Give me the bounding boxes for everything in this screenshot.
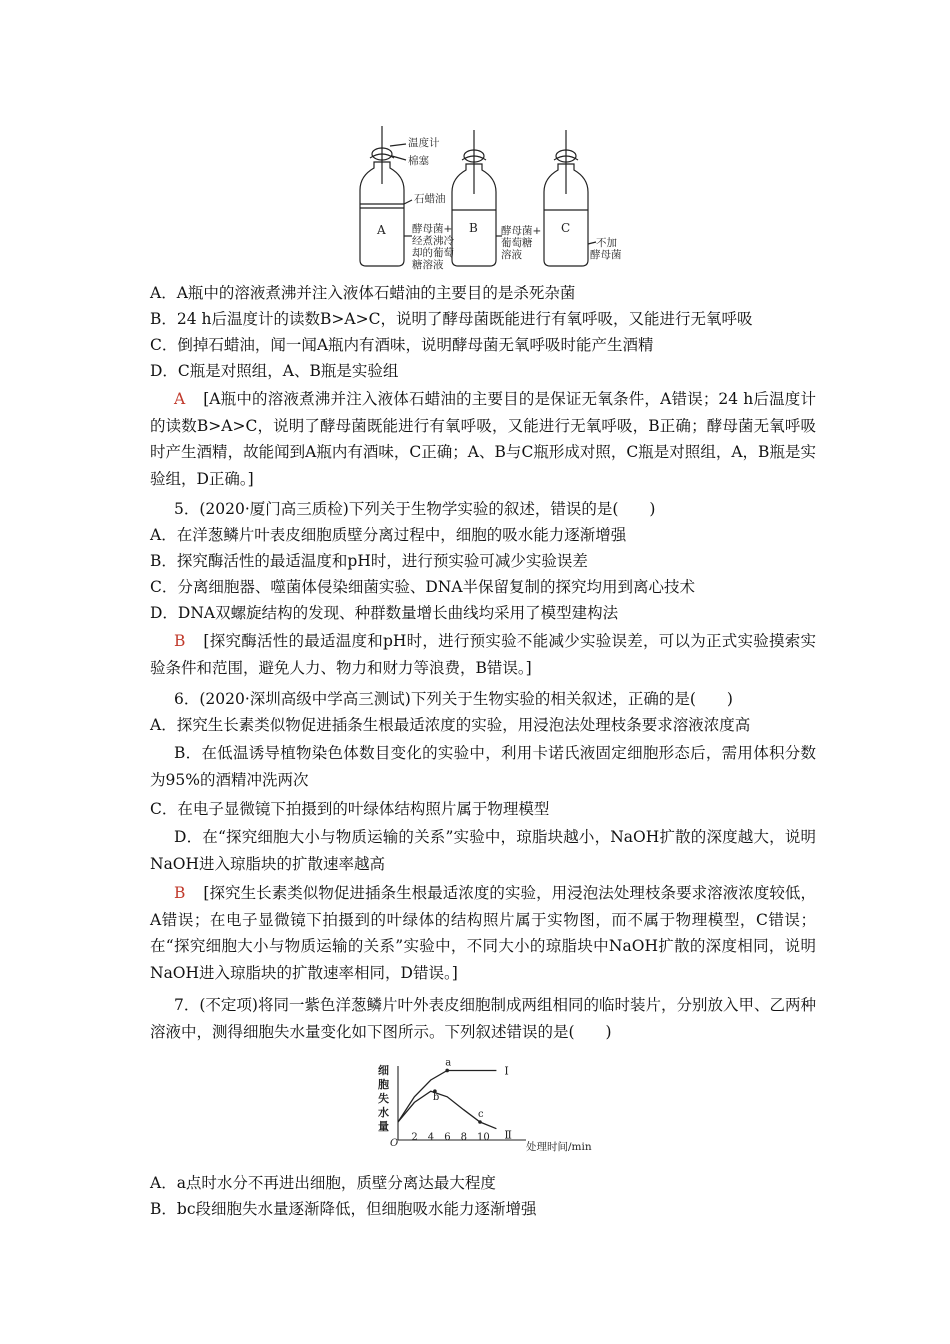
chart-point-label: a (445, 1057, 452, 1069)
chart-ylabel-char: 量 (378, 1120, 389, 1133)
chart-x-tick-label: 4 (427, 1132, 435, 1143)
label-c-contents-2: 酵母菌 (590, 249, 622, 261)
label-b-contents-2: 葡萄糖 (501, 237, 533, 249)
q5-answer: B (174, 632, 186, 650)
label-b-contents-3: 溶液 (501, 249, 522, 261)
chart-ylabel-char: 细 (378, 1064, 389, 1077)
label-bottle-c: C (561, 221, 571, 235)
q6-answer: B (174, 884, 186, 902)
q5-answer-block (150, 628, 816, 681)
q5-option-a: A．在洋葱鳞片叶表皮细胞质壁分离过程中，细胞的吸水能力逐渐增强 (150, 526, 627, 544)
label-cotton: 棉塞 (408, 155, 429, 167)
bottles-figure (356, 124, 622, 274)
chart-point (445, 1069, 449, 1073)
q5-stem: 5．(2020·厦门高三质检)下列关于生物学实验的叙述，错误的是( ) (174, 500, 656, 518)
chart-point-label: c (478, 1109, 484, 1120)
q4-answer-block (150, 386, 816, 492)
label-paraffin: 石蜡油 (414, 193, 446, 205)
chart-point-label: b (432, 1092, 440, 1104)
chart-series-label: Ⅰ (504, 1064, 509, 1078)
q4-option-c: C．倒掉石蜡油，闻一闻A瓶内有酒味，说明酵母菌无氧呼吸时能产生酒精 (150, 336, 654, 354)
label-bottle-a: A (377, 223, 386, 237)
q5-option-c: C．分离细胞器、噬菌体侵染细菌实验、DNA半保留复制的探究均用到离心技术 (150, 578, 696, 596)
q4-option-d: D．C瓶是对照组，A、B瓶是实验组 (150, 362, 399, 380)
chart-ylabel-char: 胞 (378, 1078, 389, 1091)
chart-series-label: Ⅱ (504, 1128, 512, 1142)
label-a-contents-2: 经煮沸冷 (412, 235, 454, 247)
label-thermometer: 温度计 (408, 137, 440, 149)
chart-origin-label: O (390, 1138, 399, 1149)
q6-option-d: D．在“探究细胞大小与物质运输的关系”实验中，琼脂块越小，NaOH扩散的深度越大，说明NaOH进入琼脂块的扩散速率越高 (150, 828, 816, 873)
q7-stem: 7．(不定项)将同一紫色洋葱鳞片叶外表皮细胞制成两组相同的临时装片，分别放入甲、乙两种溶液中，测得细胞失水量变化如下图所示。下列叙述错误的是( ) (150, 996, 816, 1041)
label-a-contents-3: 却的葡萄 (412, 247, 454, 259)
chart-ylabel-char: 失 (378, 1092, 389, 1105)
q4-answer: A (174, 390, 186, 408)
chart-x-tick-label: 8 (460, 1132, 467, 1143)
label-b-contents-1: 酵母菌+ (501, 225, 542, 237)
q6-option-b: B．在低温诱导植物染色体数目变化的实验中，利用卡诺氏液固定细胞形态后，需用体积分数为95%的酒精冲洗两次 (150, 744, 816, 789)
label-bottle-b: B (469, 221, 478, 235)
chart-x-tick-label: 6 (444, 1132, 451, 1143)
label-a-contents-1: 酵母菌+ (412, 223, 453, 235)
chart-x-tick-label: 2 (411, 1132, 418, 1143)
q6-option-c: C．在电子显微镜下拍摄到的叶绿体结构照片属于物理模型 (150, 800, 550, 818)
label-a-contents-4: 糖溶液 (412, 259, 444, 271)
chart-x-tick-label: 10 (477, 1132, 490, 1143)
q5-option-b: B．探究酶活性的最适温度和pH时，进行预实验可减少实验误差 (150, 552, 588, 570)
q4-explanation: [A瓶中的溶液煮沸并注入液体石蜡油的主要目的是保证无氧条件，A错误；24 h后温度计的读数B>A>C，说明了酵母菌既能进行有氧呼吸，又能进行无氧呼吸，B正确；酵母菌无氧呼吸时产生酒精，故能闻到A瓶内有酒味，C正确；A、B与C瓶形成对照，C瓶是对照组，A，B瓶是实验组，D正确。] (150, 390, 816, 488)
q4-option-b: B．24 h后温度计的读数B>A>C，说明了酵母菌既能进行有氧呼吸，又能进行无氧呼吸 (150, 310, 753, 328)
q6-answer-block (150, 880, 816, 986)
chart-xlabel: 处理时间/min (526, 1141, 592, 1153)
q6-option-a: A．探究生长素类似物促进插条生根最适浓度的实验，用浸泡法处理枝条要求溶液浓度高 (150, 716, 751, 734)
water-loss-chart (366, 1057, 616, 1158)
q7-option-b: B．bc段细胞失水量逐渐降低，但细胞吸水能力逐渐增强 (150, 1200, 537, 1218)
chart-point (478, 1120, 482, 1124)
q7-option-a: A．a点时水分不再进出细胞，质壁分离达最大程度 (150, 1174, 496, 1192)
label-c-contents-1: 不加 (596, 237, 617, 249)
q4-option-a: A．A瓶中的溶液煮沸并注入液体石蜡油的主要目的是杀死杂菌 (150, 284, 576, 302)
q5-explanation: [探究酶活性的最适温度和pH时，进行预实验不能减少实验误差，可以为正式实验摸索实验条件和范围，避免人力、物力和财力等浪费，B错误。] (150, 632, 816, 677)
q6-stem: 6．(2020·深圳高级中学高三测试)下列关于生物实验的相关叙述，正确的是( ) (174, 690, 733, 708)
chart-ylabel-char: 水 (378, 1106, 389, 1119)
q5-option-d: D．DNA双螺旋结构的发现、种群数量增长曲线均采用了模型建构法 (150, 604, 619, 622)
q6-explanation: [探究生长素类似物促进插条生根最适浓度的实验，用浸泡法处理枝条要求溶液浓度较低，A错误；在电子显微镜下拍摄到的叶绿体的结构照片属于实物图，而不属于物理模型，C错误；在“探究细胞大小与物质运输的关系”实验中，不同大小的琼脂块中NaOH扩散的深度相同，说明NaOH进入琼脂块的扩散速率相同，D错误。] (150, 884, 816, 982)
